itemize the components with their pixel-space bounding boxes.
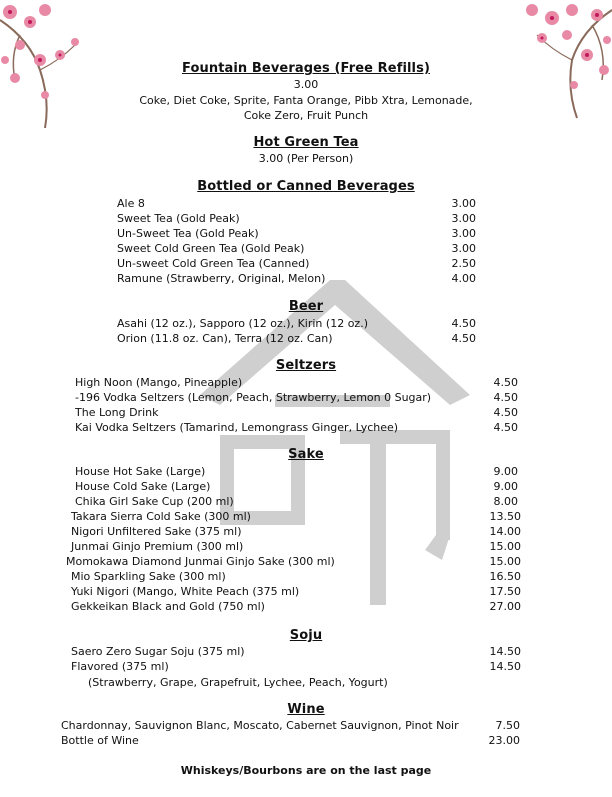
menu-item-price: 15.00 bbox=[489, 540, 521, 553]
menu-item-price: 13.50 bbox=[489, 510, 521, 523]
menu-item-price: 2.50 bbox=[451, 257, 476, 270]
menu-item-name: Ale 8 bbox=[117, 197, 145, 210]
menu-item-price: 15.00 bbox=[489, 555, 521, 568]
sake-heading: Sake bbox=[288, 447, 324, 462]
soju-heading: Soju bbox=[289, 628, 323, 643]
menu-item-price: 9.00 bbox=[493, 480, 518, 493]
whiskey-note: Whiskeys/Bourbons are on the last page bbox=[180, 764, 432, 777]
menu-item-name: Saero Zero Sugar Soju (375 ml) bbox=[71, 645, 245, 658]
menu-item-price: 3.00 bbox=[451, 227, 476, 240]
menu-item-price: 23.00 bbox=[488, 734, 520, 747]
menu-item-name: Bottle of Wine bbox=[61, 734, 139, 747]
fountain-beverages-heading: Fountain Beverages (Free Refills) bbox=[182, 61, 430, 76]
menu-item-name: Mio Sparkling Sake (300 ml) bbox=[71, 570, 226, 583]
menu-item-price: 16.50 bbox=[489, 570, 521, 583]
seltzers-heading: Seltzers bbox=[275, 358, 337, 373]
menu-item-price: 14.50 bbox=[489, 645, 521, 658]
menu-item-name: Chardonnay, Sauvignon Blanc, Moscato, Cabernet Sauvignon, Pinot Noir bbox=[61, 719, 459, 732]
menu-item-name: Kai Vodka Seltzers (Tamarind, Lemongrass Ginger, Lychee) bbox=[75, 421, 399, 434]
menu-item-price: 8.00 bbox=[493, 495, 518, 508]
menu-item-name: The Long Drink bbox=[75, 406, 159, 419]
menu-item-name: Orion (11.8 oz. Can), Terra (12 oz. Can) bbox=[117, 332, 333, 345]
menu-item-price: 4.00 bbox=[451, 272, 476, 285]
wine-heading: Wine bbox=[287, 702, 325, 717]
menu-item-price: 3.00 bbox=[451, 242, 476, 255]
hot-green-tea-price: 3.00 (Per Person) bbox=[258, 152, 354, 165]
fountain-list-line-2: Coke Zero, Fruit Punch bbox=[243, 109, 369, 122]
menu-item-name: Yuki Nigori (Mango, White Peach (375 ml) bbox=[71, 585, 300, 598]
menu-item-name: Sweet Tea (Gold Peak) bbox=[117, 212, 240, 225]
menu-item-price: 17.50 bbox=[489, 585, 521, 598]
menu-item-name: Sweet Cold Green Tea (Gold Peak) bbox=[117, 242, 305, 255]
menu-item-name: Gekkeikan Black and Gold (750 ml) bbox=[71, 600, 265, 613]
menu-item-name: House Cold Sake (Large) bbox=[75, 480, 211, 493]
menu-item-price: 4.50 bbox=[493, 406, 518, 419]
menu-item-name: Asahi (12 oz.), Sapporo (12 oz.), Kirin (12 oz.) bbox=[117, 317, 368, 330]
menu-item-price: 27.00 bbox=[489, 600, 521, 613]
menu-item-price: 4.50 bbox=[451, 332, 476, 345]
fountain-price: 3.00 bbox=[293, 78, 319, 91]
menu-item-name: Nigori Unfiltered Sake (375 ml) bbox=[71, 525, 242, 538]
menu-item-price: 14.50 bbox=[489, 660, 521, 673]
menu-item-price: 3.00 bbox=[451, 197, 476, 210]
menu-item-price: 3.00 bbox=[451, 212, 476, 225]
fountain-list-line-1: Coke, Diet Coke, Sprite, Fanta Orange, Pibb Xtra, Lemonade, bbox=[139, 94, 473, 107]
menu-item-name: House Hot Sake (Large) bbox=[75, 465, 206, 478]
menu-item-price: 4.50 bbox=[493, 376, 518, 389]
menu-item-price: 4.50 bbox=[493, 421, 518, 434]
menu-item-name: Ramune (Strawberry, Original, Melon) bbox=[117, 272, 326, 285]
menu-item-price: 14.00 bbox=[489, 525, 521, 538]
menu-item-name: Chika Girl Sake Cup (200 ml) bbox=[75, 495, 234, 508]
menu-item-name: Takara Sierra Cold Sake (300 ml) bbox=[71, 510, 251, 523]
soju-flavors: (Strawberry, Grape, Grapefruit, Lychee, Peach, Yogurt) bbox=[88, 676, 388, 689]
menu-item-price: 4.50 bbox=[493, 391, 518, 404]
menu-item-price: 9.00 bbox=[493, 465, 518, 478]
menu-item-name: -196 Vodka Seltzers (Lemon, Peach, Strawberry, Lemon 0 Sugar) bbox=[75, 391, 432, 404]
beer-heading: Beer bbox=[288, 299, 324, 314]
menu-item-name: Junmai Ginjo Premium (300 ml) bbox=[71, 540, 244, 553]
hot-green-tea-heading: Hot Green Tea bbox=[253, 135, 359, 150]
menu-item-name: Momokawa Diamond Junmai Ginjo Sake (300 ml) bbox=[66, 555, 335, 568]
bottled-beverages-heading: Bottled or Canned Beverages bbox=[197, 179, 415, 194]
menu-item-price: 4.50 bbox=[451, 317, 476, 330]
menu-item-name: High Noon (Mango, Pineapple) bbox=[75, 376, 243, 389]
menu-item-price: 7.50 bbox=[495, 719, 520, 732]
menu-item-name: Flavored (375 ml) bbox=[71, 660, 169, 673]
menu-item-name: Un-Sweet Tea (Gold Peak) bbox=[117, 227, 259, 240]
menu-item-name: Un-sweet Cold Green Tea (Canned) bbox=[117, 257, 310, 270]
